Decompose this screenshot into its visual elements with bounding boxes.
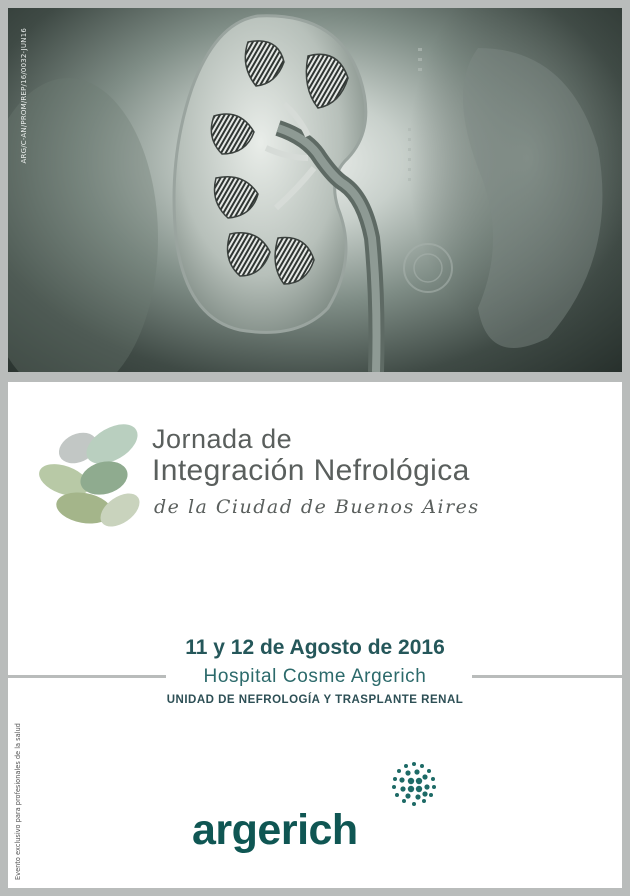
- event-title-line3: de la Ciudad de Buenos Aires: [154, 496, 480, 518]
- event-venue: Hospital Cosme Argerich: [203, 666, 427, 687]
- brand-wordmark: argerich: [192, 806, 358, 854]
- reference-code: ARG/C-AN/PROM/REP/16/0032-JUN16: [20, 28, 28, 164]
- leaf-cluster-logo-icon: [24, 418, 148, 536]
- hero-kidney-image: [8, 8, 622, 372]
- hero-divider: [0, 372, 630, 382]
- disclaimer-text: Evento exclusivo para profesionales de la salud: [14, 723, 22, 880]
- event-date: 11 y 12 de Agosto de 2016: [185, 636, 445, 659]
- event-title-line2: Integración Nefrológica: [152, 454, 470, 487]
- kidney-illustration-icon: [8, 8, 622, 372]
- event-logo: [24, 418, 624, 538]
- event-title-line1: Jornada de: [152, 424, 293, 454]
- dotted-sphere-logo-icon: [390, 760, 438, 808]
- event-unit: UNIDAD DE NEFROLOGÍA Y TRASPLANTE RENAL: [166, 694, 464, 706]
